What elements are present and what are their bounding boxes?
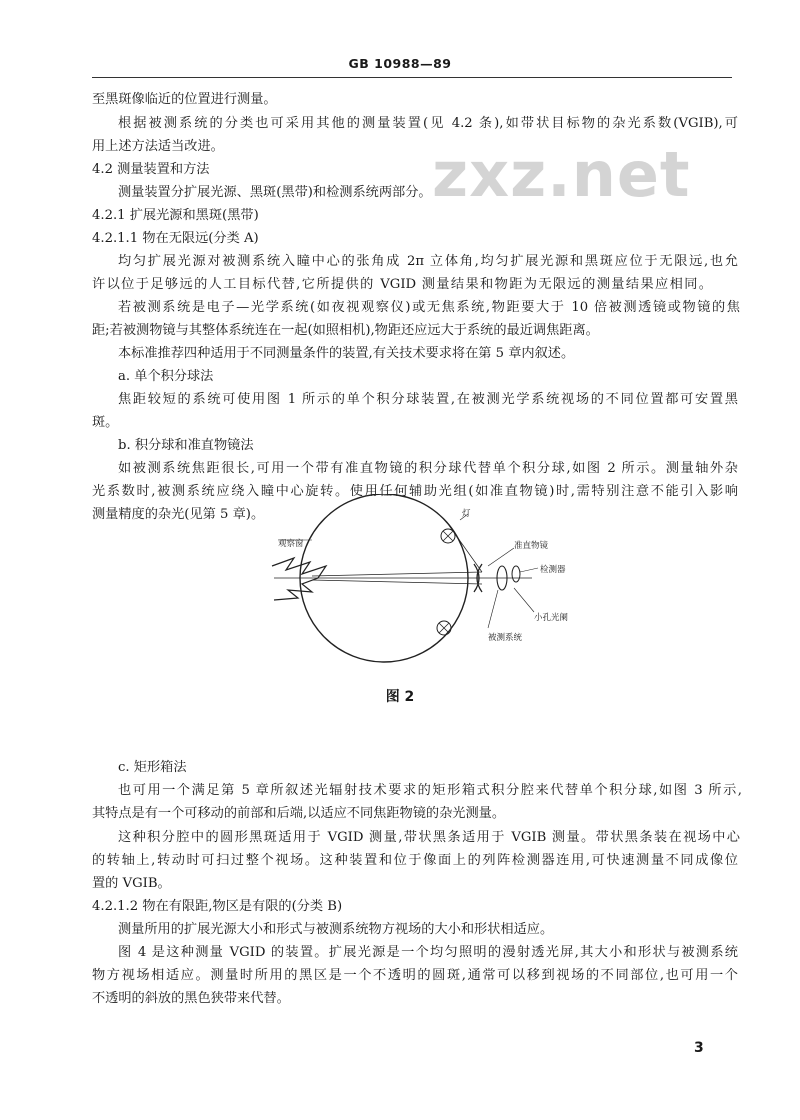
text-line: 许以位于足够远的人工目标代替,它所提供的 VGID 测量结果和物距为无限远的测量结果应相同。 bbox=[92, 277, 712, 292]
text-line: 距;若被测物镜与其整体系统连在一起(如照相机),物距还应远大于系统的最近调焦距离。 bbox=[92, 323, 599, 338]
label-viewing-window: 观察窗 bbox=[278, 539, 304, 549]
figure-caption: 图 2 bbox=[385, 689, 415, 705]
section-heading: 4.2.1 扩展光源和黑斑(黑带) bbox=[92, 208, 259, 223]
text-line: 测量装置分扩展光源、黑斑(黑带)和检测系统两部分。 bbox=[118, 185, 432, 200]
text-line: 置的 VGIB。 bbox=[92, 876, 171, 891]
label-pinhole: 小孔光阑 bbox=[534, 613, 569, 623]
label-system: 被测系统 bbox=[488, 633, 523, 643]
text-line: 光系数时,被测系统应绕入瞳中心旋转。使用任何辅助光组(如准直物镜)时,需特别注意不能引入影响 bbox=[92, 484, 738, 499]
standard-code-header: GB 10988—89 bbox=[348, 56, 452, 71]
subsection-heading: a. 单个积分球法 bbox=[118, 369, 214, 384]
text-line: 均匀扩展光源对被测系统入瞳中心的张角成 2π 立体角,均匀扩展光源和黑斑应位于无限远,也允 bbox=[118, 254, 738, 269]
subsection-heading: b. 积分球和准直物镜法 bbox=[118, 438, 254, 453]
text-line: 图 4 是这种测量 VGID 的装置。扩展光源是一个均匀照明的漫射透光屏,其大小和形状与被测系统 bbox=[118, 945, 738, 960]
text-line: 本标准推荐四种适用于不同测量条件的装置,有关技术要求将在第 5 章内叙述。 bbox=[118, 346, 575, 361]
text-line: 若被测系统是电子—光学系统(如夜视观察仪)或无焦系统,物距要大于 10 倍被测透镜或物镜的焦 bbox=[118, 300, 740, 315]
section-heading: 4.2 测量装置和方法 bbox=[92, 162, 210, 177]
label-detector: 检测器 bbox=[540, 565, 566, 575]
text-line: 测量精度的杂光(见第 5 章)。 bbox=[92, 507, 265, 522]
text-line: 测量所用的扩展光源大小和形式与被测系统物方视场的大小和形状相适应。 bbox=[118, 922, 554, 937]
text-line: 焦距较短的系统可使用图 1 所示的单个积分球装置,在被测光学系统视场的不同位置都可安置黑 bbox=[118, 392, 738, 407]
subsection-heading: c. 矩形箱法 bbox=[118, 760, 187, 775]
text-line: 不透明的斜放的黑色狭带来代替。 bbox=[92, 991, 290, 1006]
text-line: 物方视场相适应。测量时所用的黑区是一个不透明的圆斑,通常可以移到视场的不同部位,也可用一个 bbox=[92, 968, 738, 983]
section-heading: 4.2.1.1 物在无限远(分类 A) bbox=[92, 231, 259, 246]
text-line: 至黑斑像临近的位置进行测量。 bbox=[92, 92, 277, 107]
page-number: 3 bbox=[694, 1040, 704, 1056]
text-line: 根据被测系统的分类也可采用其他的测量装置(见 4.2 条),如带状目标物的杂光系数(VGIB),可 bbox=[118, 116, 738, 131]
watermark: zxz.net bbox=[432, 138, 691, 211]
text-line: 斑。 bbox=[92, 415, 119, 430]
label-lamp: 灯 bbox=[462, 509, 471, 519]
text-line: 用上述方法适当改进。 bbox=[92, 139, 224, 154]
figure-2-diagram bbox=[252, 494, 632, 674]
text-line: 如被测系统焦距很长,可用一个带有准直物镜的积分球代替单个积分球,如图 2 所示。测量轴外杂 bbox=[118, 461, 738, 476]
text-line: 其特点是有一个可移动的前部和后端,以适应不同焦距物镜的杂光测量。 bbox=[92, 806, 506, 821]
viewing-port-zigzag bbox=[272, 558, 326, 600]
text-line: 也可用一个满足第 5 章所叙述光辐射技术要求的矩形箱式积分腔来代替单个积分球,如图 3 所示, bbox=[118, 783, 742, 798]
detector-element bbox=[512, 566, 520, 582]
text-line: 这种积分腔中的圆形黑斑适用于 VGID 测量,带状黑条适用于 VGIB 测量。带状黑条装在视场中心 bbox=[118, 830, 740, 845]
label-collimator: 准直物镜 bbox=[514, 541, 549, 551]
text-line: 的转轴上,转动时可扫过整个视场。这种装置和位于像面上的列阵检测器连用,可快速测量不同成像位 bbox=[92, 853, 738, 868]
header-rule bbox=[92, 77, 732, 78]
section-heading: 4.2.1.2 物在有限距,物区是有限的(分类 B) bbox=[92, 899, 343, 914]
